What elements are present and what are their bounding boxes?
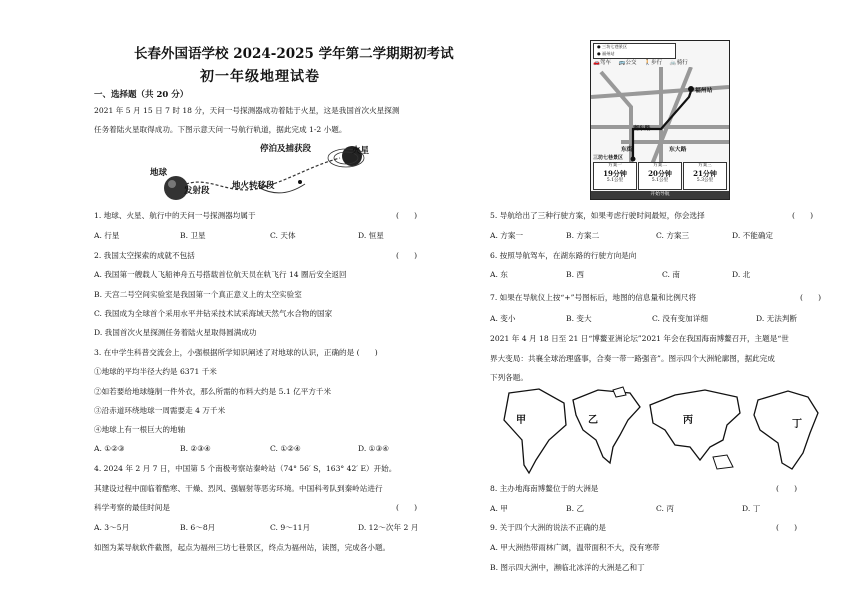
road-label: 湖东路 <box>633 126 651 132</box>
option: A. 东 <box>490 270 508 279</box>
option: B. 天宫二号空间实验室是我国第一个真正意义上的太空实验室 <box>94 290 302 299</box>
option: C. 9～11月 <box>270 523 311 532</box>
forum-intro: 界大变局：共襄全球治理盛事，合奏一带一路强音”。图示四个大洲轮廓图，据此完成 <box>490 354 775 363</box>
statement: ②如若要给地球缝制一件外衣，那么所需的布料大约是 5.1 亿平方千米 <box>94 387 332 396</box>
statement: ③沿赤道环绕地球一周需要走 4 万千米 <box>94 406 226 415</box>
route-plan-2[interactable] <box>638 162 682 190</box>
road-network <box>591 67 729 167</box>
option: D. 丁 <box>742 504 761 513</box>
option: D. 我国首次火星探测任务着陆火星取得圆满成功 <box>94 328 257 337</box>
continent-label: 乙 <box>588 415 598 426</box>
forum-intro: 2021 年 4 月 18 日至 21 日“博鳌亚洲论坛”2021 年会在我国海南博鳌召开，主题是“世 <box>490 334 789 343</box>
answer-paren: ( ) <box>776 523 798 532</box>
question-stem: 1. 地球、火星、航行中的天问一号探测器均属于 <box>94 211 256 220</box>
option: A. 变小 <box>490 314 516 323</box>
statement: ①地球的平均半径大约是 6371 千米 <box>94 367 217 376</box>
navigation-map <box>590 40 730 200</box>
mode-bus[interactable]: 公交 <box>625 60 637 66</box>
option: B. 方案二 <box>566 231 600 240</box>
continent-ding <box>748 385 828 479</box>
route-plan-1[interactable] <box>593 162 637 190</box>
start-point: 三坊七巷景区 <box>602 44 628 49</box>
option: D. 不能确定 <box>732 231 774 240</box>
orbit-figure <box>140 136 380 202</box>
school-title: 长春外国语学校 2024-2025 学年第二学期期初考试 <box>134 46 454 62</box>
option: D. ①③④ <box>358 444 390 453</box>
option: A. 3～5月 <box>94 523 130 532</box>
intro-text: 任务着陆火星取得成功。下图示意天问一号航行轨道，据此完成 1-2 小题。 <box>94 125 347 134</box>
bus-icon: 🚌 <box>618 60 626 66</box>
route-endpoints: ● 三坊七巷景区 ● 福州站 <box>593 43 676 59</box>
station-label: 福州站 <box>695 88 713 94</box>
option: D. 恒星 <box>358 231 384 240</box>
mars-label: 火星 <box>352 146 370 156</box>
route-plan-3[interactable] <box>683 162 727 190</box>
end-marker <box>688 86 694 92</box>
launch-label: 发射段 <box>184 186 210 196</box>
plan-name: 方案一 <box>608 163 622 168</box>
option: C. 天体 <box>270 231 296 240</box>
option: B. 西 <box>566 270 585 279</box>
question-stem: 9. 关于四个大洲的说法不正确的是 <box>490 523 606 532</box>
parking-label: 停泊及捕获段 <box>260 144 312 154</box>
option: C. 没有变加详细 <box>652 314 708 323</box>
option: A. 方案一 <box>490 231 524 240</box>
continent-jia <box>494 385 574 479</box>
end-point: 福州站 <box>602 50 615 56</box>
option: C. 南 <box>662 270 680 279</box>
plan-time: 19分钟 <box>603 168 627 178</box>
option: B. 图示四大洲中，濒临北冰洋的大洲是乙和丁 <box>490 563 645 572</box>
start-navigation-button[interactable]: 开始导航 <box>591 191 729 199</box>
answer-paren: ( ) <box>776 484 798 493</box>
question-stem: 科学考察的最佳时间是 <box>94 503 170 512</box>
mode-drive[interactable]: 驾车 <box>599 60 611 66</box>
option: C. ①②④ <box>270 444 301 453</box>
earth-label: 地球 <box>150 168 168 178</box>
option: A. 我国第一艘载人飞船神舟五号搭载首位航天员在轨飞行 14 圈后安全返回 <box>94 270 347 279</box>
north-america-outline <box>568 385 648 475</box>
bike-icon: 🚲 <box>669 60 677 66</box>
option: A. ①②③ <box>94 444 125 453</box>
south-america-outline <box>494 385 574 475</box>
mode-walk[interactable]: 步行 <box>651 60 663 66</box>
continent-label: 丁 <box>792 419 802 430</box>
option: C. 我国成为全球首个采用水平井钻采技术试采海域天然气水合物的国家 <box>94 309 333 318</box>
option: C. 丙 <box>656 504 674 513</box>
option: B. 乙 <box>566 504 585 513</box>
question-stem: 6. 按照导航驾车，在湖东路的行驶方向是向 <box>490 251 637 260</box>
answer-paren: ( ) <box>396 251 418 260</box>
option: C. 方案三 <box>656 231 690 240</box>
answer-paren: ( ) <box>396 211 418 220</box>
start-marker <box>631 157 636 162</box>
forum-intro: 下列各题。 <box>490 373 528 382</box>
question-stem: 5. 导航给出了三种行驶方案，如果考虑行驶时间最短，你会选择 <box>490 211 705 220</box>
plan-distance: 5.3公里 <box>696 177 714 183</box>
option: B. 6～8月 <box>180 523 216 532</box>
mode-bike[interactable]: 骑行 <box>676 60 688 66</box>
walk-icon: 🚶 <box>644 60 652 66</box>
continent-label: 丙 <box>683 415 693 426</box>
continent-bing <box>645 385 745 479</box>
section-heading: 一、选择题（共 20 分） <box>94 90 189 100</box>
plan-time: 21分钟 <box>693 168 717 178</box>
statement: ④地球上有一根巨大的地轴 <box>94 425 186 434</box>
question-stem: 其建设过程中面临着酷寒、干燥、烈风、强辐射等恶劣环境。中国科考队到秦岭站进行 <box>94 484 383 493</box>
answer-paren: ( ) <box>792 211 814 220</box>
continent-yi <box>568 385 648 479</box>
option: D. 12～次年 2 月 <box>358 523 419 532</box>
question-stem: 8. 主办地海南博鳌位于的大洲是 <box>490 484 599 493</box>
travel-mode-tabs <box>593 58 688 66</box>
option: B. 变大 <box>566 314 592 323</box>
option: D. 无法判断 <box>756 314 798 323</box>
question-stem: 4. 2024 年 2 月 7 日，中国第 5 个南极考察站秦岭站（74° 56′ S，163° 42′ E）开始。 <box>94 464 397 473</box>
intro-text: 2021 年 5 月 15 日 7 时 18 分，天问一号探测器成功着陆于火星，这是我国首次火星探测 <box>94 106 400 115</box>
answer-paren: ( ) <box>396 503 418 512</box>
road-label: 东街 <box>621 147 633 153</box>
plan-name: 方案二 <box>653 163 667 168</box>
plan-time: 20分钟 <box>648 168 672 178</box>
question-stem: 3. 在中学生科普交流会上，小强根据所学知识阐述了对地球的认识，正确的是 ( ) <box>94 348 378 357</box>
exam-title: 初一年级地理试卷 <box>200 69 320 85</box>
option: B. ②③④ <box>180 444 211 453</box>
transfer-label: 地火转移段 <box>232 181 275 191</box>
road-label: 东大路 <box>669 147 687 153</box>
start-label: 三坊七巷景区 <box>593 155 624 161</box>
question-stem: 7. 如果在导航仪上按“+”号图标后，地图的信息量和比例尺将 <box>490 293 697 302</box>
answer-paren: ( ) <box>800 293 822 302</box>
map-intro: 如图为某导航软件截图，起点为福州三坊七巷景区，终点为福州站，读图，完成各小题。 <box>94 543 391 552</box>
option: A. 行星 <box>94 231 120 240</box>
plan-name: 方案三 <box>698 163 712 168</box>
asia-outline <box>645 385 745 475</box>
plan-distance: 5.1公里 <box>651 177 669 183</box>
africa-outline <box>748 385 828 475</box>
plan-distance: 5.1公里 <box>606 177 624 183</box>
car-icon: 🚗 <box>593 60 600 66</box>
option: A. 甲 <box>490 504 508 513</box>
option: D. 北 <box>732 270 751 279</box>
question-stem: 2. 我国太空探索的成就不包括 <box>94 251 195 260</box>
continent-label: 甲 <box>516 415 526 426</box>
option: B. 卫星 <box>180 231 206 240</box>
option: A. 甲大洲热带雨林广阔，温带面积不大，没有寒带 <box>490 543 660 552</box>
